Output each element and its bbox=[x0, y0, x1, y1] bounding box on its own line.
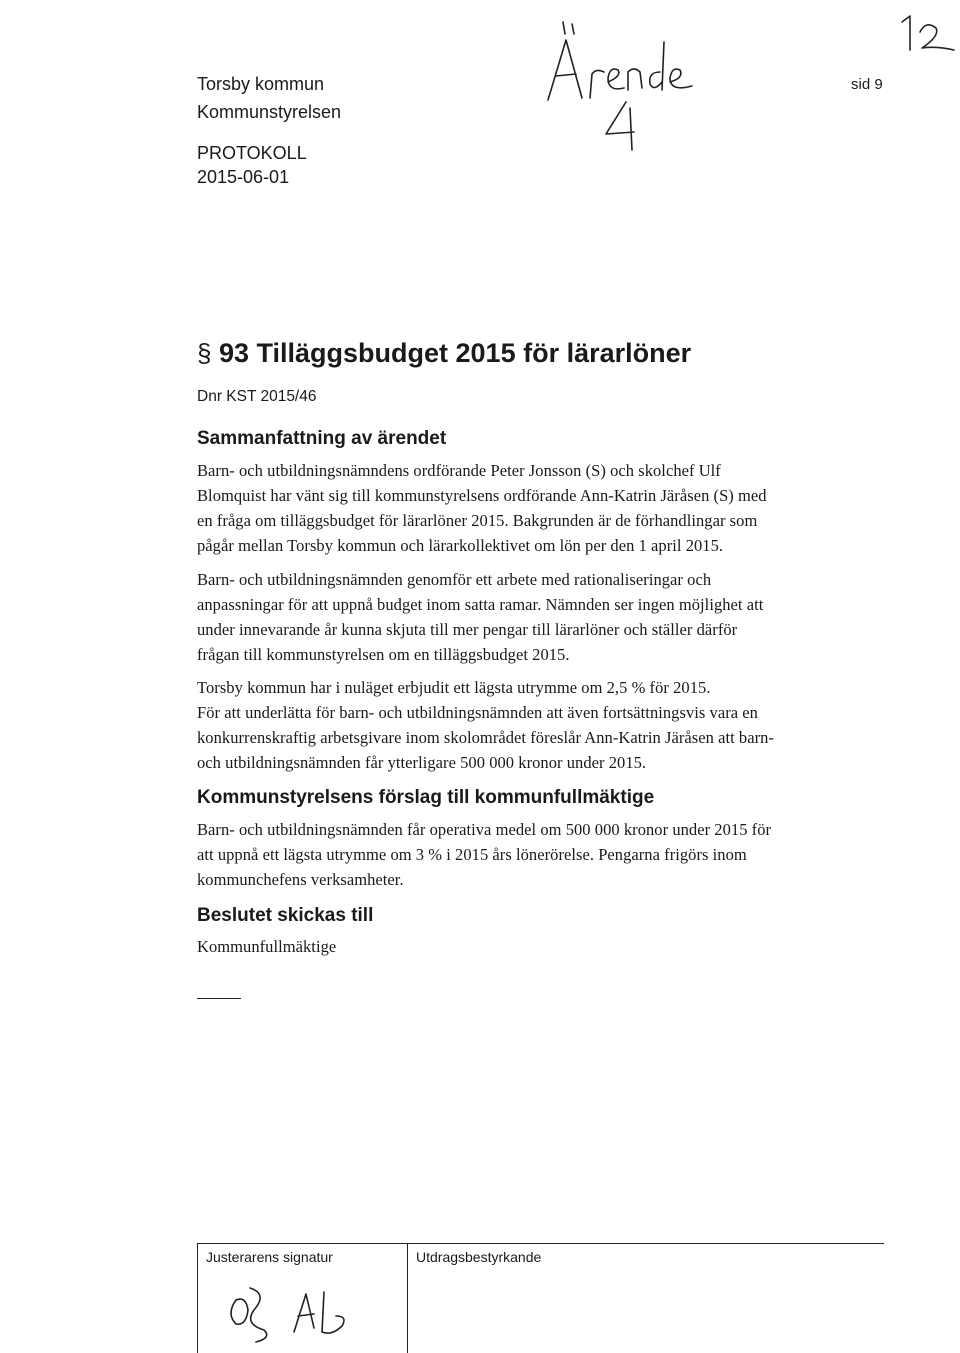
decision-heading: Beslutet skickas till bbox=[197, 905, 374, 926]
text-line: en fråga om tilläggsbudget för lärarlöner 2015. Bakgrunden är de förhandlingar som bbox=[197, 511, 758, 530]
text-line: Blomquist har vänt sig till kommunstyrelsens ordförande Ann-Katrin Järåsen (S) med bbox=[197, 486, 767, 505]
text-line: och utbildningsnämnden får ytterligare 500 000 kronor under 2015. bbox=[197, 753, 647, 772]
summary-heading: Sammanfattning av ärendet bbox=[197, 428, 447, 449]
text-line: pågår mellan Torsby kommun och lärarkollektivet om lön per den 1 april 2015. bbox=[197, 536, 724, 555]
diary-number: Dnr KST 2015/46 bbox=[197, 388, 317, 405]
text-line: För att underlätta för barn- och utbildningsnämnden att även fortsättningsvis vara en bbox=[197, 703, 758, 722]
extract-label: Utdragsbestyrkande bbox=[416, 1249, 542, 1265]
text-line: kommunchefens verksamheter. bbox=[197, 870, 404, 889]
text-line: Barn- och utbildningsnämndens ordförande Peter Jonsson (S) och skolchef Ulf bbox=[197, 461, 721, 480]
handwritten-arende-annotation bbox=[530, 12, 710, 152]
decision-recipient: Kommunfullmäktige bbox=[197, 937, 337, 956]
summary-paragraph-1 bbox=[197, 458, 877, 558]
handwritten-page-number bbox=[896, 10, 960, 60]
footer-signature-table bbox=[197, 1243, 884, 1353]
proposal-paragraph bbox=[197, 817, 877, 892]
signature-cell bbox=[197, 1244, 408, 1353]
summary-paragraph-3 bbox=[197, 675, 877, 775]
handwritten-initials bbox=[224, 1280, 364, 1344]
proposal-heading: Kommunstyrelsens förslag till kommunfullmäktige bbox=[197, 787, 655, 808]
text-line: anpassningar för att uppnå budget inom satta ramar. Nämnden ser ingen möjlighet att bbox=[197, 595, 764, 614]
text-line: konkurrenskraftig arbetsgivare inom skolområdet föreslår Ann-Katrin Järåsen att barn- bbox=[197, 728, 774, 747]
text-line: att uppnå ett lägsta utrymme om 3 % i 2015 års lönerörelse. Pengarna frigörs inom bbox=[197, 845, 747, 864]
text-line: Barn- och utbildningsnämnden får operativa medel om 500 000 kronor under 2015 för bbox=[197, 820, 772, 839]
text-line: Torsby kommun har i nuläget erbjudit ett lägsta utrymme om 2,5 % för 2015. bbox=[197, 678, 711, 697]
signature-label: Justerarens signatur bbox=[206, 1249, 333, 1265]
summary-paragraph-2 bbox=[197, 567, 877, 667]
text-line: under innevarande år kunna skjuta till mer pengar till lärarlöner och ställer därför bbox=[197, 620, 738, 639]
document-type: PROTOKOLL bbox=[197, 143, 307, 163]
document-date: 2015-06-01 bbox=[197, 167, 290, 187]
page-number: sid 9 bbox=[851, 76, 883, 93]
section-title bbox=[197, 338, 691, 369]
text-line: Barn- och utbildningsnämnden genomför ett arbete med rationaliseringar och bbox=[197, 570, 712, 589]
municipality-name: Torsby kommun bbox=[197, 74, 325, 94]
divider bbox=[197, 998, 241, 999]
text-line: frågan till kommunstyrelsen om en tilläggsbudget 2015. bbox=[197, 645, 570, 664]
section-title-text: 93 Tilläggsbudget 2015 för lärarlöner bbox=[218, 338, 692, 368]
board-name: Kommunstyrelsen bbox=[197, 102, 342, 122]
paragraph-symbol: § bbox=[197, 338, 212, 368]
extract-cell bbox=[407, 1244, 884, 1353]
